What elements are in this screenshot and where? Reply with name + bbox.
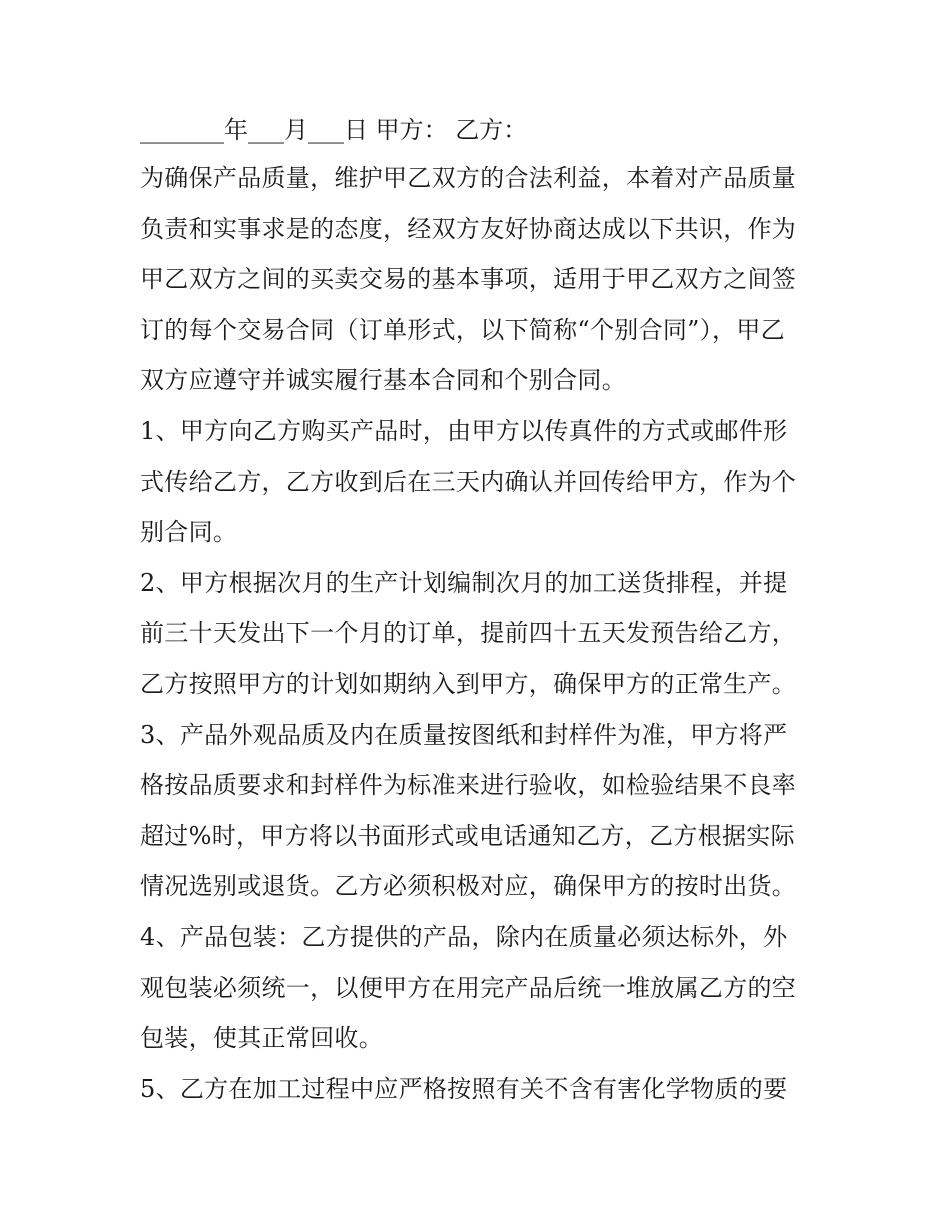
text-line: 负责和实事求是的态度，经双方友好协商达成以下共识，作为 <box>140 214 797 243</box>
text-line: 3、产品外观品质及内在质量按图纸和封样件为准，甲方将严 <box>140 720 788 749</box>
text-line: 包装，使其正常回收。 <box>140 1024 383 1053</box>
text-line: 情况选别或退货。乙方必须积极对应，确保甲方的按时出货。 <box>140 872 797 901</box>
text-line: 观包装必须统一，以便甲方在用完产品后统一堆放属乙方的空 <box>140 973 797 1002</box>
text-line: 甲乙双方之间的买卖交易的基本事项，适用于甲乙双方之间签 <box>140 265 797 294</box>
text-line: 式传给乙方，乙方收到后在三天内确认并回传给甲方，作为个 <box>140 467 797 496</box>
text-line: 前三十天发出下一个月的订单，提前四十五天发预告给乙方， <box>140 619 797 648</box>
text-line: 5、乙方在加工过程中应严格按照有关不含有害化学物质的要 <box>140 1074 788 1103</box>
text-line: 格按品质要求和封样件为标准来进行验收，如检验结果不良率 <box>140 771 797 800</box>
text-line: 2、甲方根据次月的生产计划编制次月的加工送货排程，并提 <box>140 568 788 597</box>
text-line: 双方应遵守并诚实履行基本合同和个别合同。 <box>140 366 626 395</box>
text-line: 为确保产品质量，维护甲乙双方的合法利益，本着对产品质量 <box>140 164 797 192</box>
text-line: 别合同。 <box>140 518 238 547</box>
text-line: 4、产品包装：乙方提供的产品，除内在质量必须达标外，外 <box>140 922 788 951</box>
document-body <box>140 160 796 1121</box>
text-line: 1、甲方向乙方购买产品时，由甲方以传真件的方式或邮件形 <box>140 416 788 445</box>
text-line: 乙方按照甲方的计划如期纳入到甲方，确保甲方的正常生产。 <box>140 669 797 698</box>
date-party-header: _______年___月___日 甲方： 乙方： <box>140 116 528 144</box>
text-line: 超过%时，甲方将以书面形式或电话通知乙方，乙方根据实际 <box>140 821 795 850</box>
text-line: 订的每个交易合同（订单形式，以下简称“个别合同”），甲乙 <box>140 315 785 344</box>
